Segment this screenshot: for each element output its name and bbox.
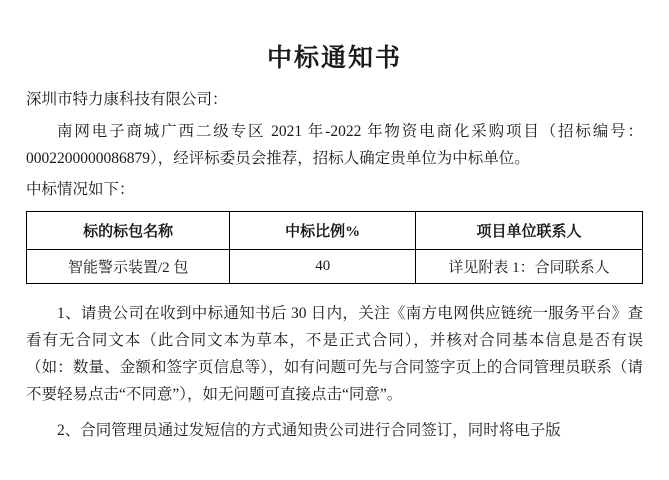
- table-cell-contact: 详见附表 1：合同联系人: [416, 250, 643, 284]
- intro-paragraph: 南网电子商城广西二级专区 2021 年-2022 年物资电商化采购项目（招标编号：0002200000086879），经评标委员会推荐，招标人确定贵单位为中标单位。: [26, 123, 643, 168]
- addressee-line: 深圳市特力康科技有限公司：: [26, 91, 228, 108]
- table-row: [27, 250, 643, 284]
- clause-item: 2、合同管理员通过发短信的方式通知贵公司进行合同签订，同时将电子版: [57, 421, 561, 439]
- table-header-cell: 项目单位联系人: [416, 212, 643, 250]
- table-cell-package-name: 智能警示装置/2 包: [27, 250, 230, 284]
- page-title: 中标通知书: [266, 45, 402, 72]
- clauses-block: [26, 300, 643, 444]
- table-cell-bid-ratio: 40: [230, 250, 416, 284]
- lead-in-line: 中标情况如下：: [26, 181, 135, 199]
- clause-item: 1、请贵公司在收到中标通知书后 30 日内，关注《南方电网供应链统一服务平台》查看有无合同文本（此合同文本为草本，不是正式合同），并核对合同基本信息是否有误（如：数量、金额和签字页信息等），如有问题可先与合同签字页上的合同管理员联系（请不要轻易点击“不同意”），如无问题可直接点击“同意”。: [26, 305, 643, 404]
- table-header-cell: 中标比例%: [230, 212, 416, 250]
- table-header-cell: 标的标包名称: [27, 212, 230, 250]
- bid-result-table: [26, 211, 643, 284]
- table-header-row: [27, 212, 643, 250]
